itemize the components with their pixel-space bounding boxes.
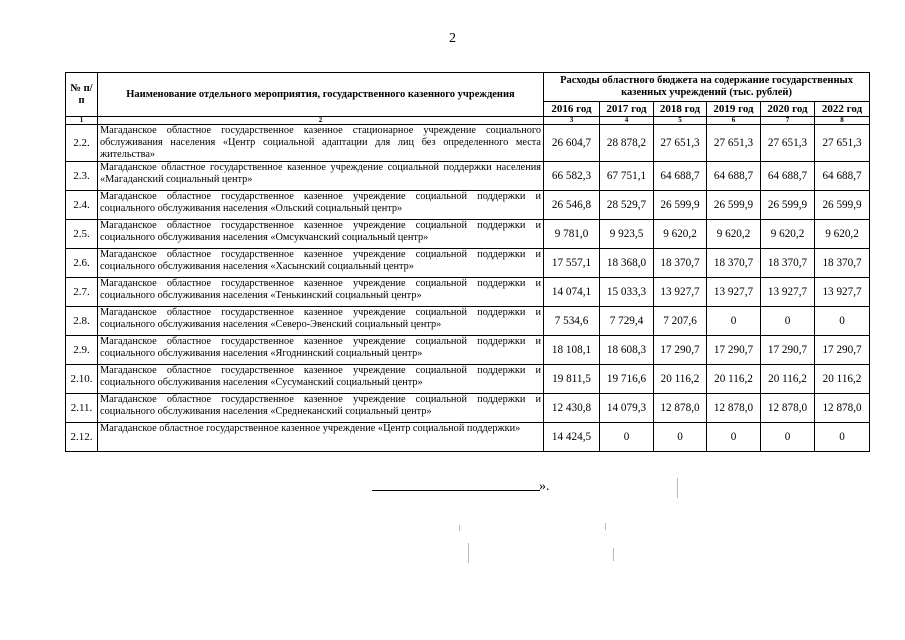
table-row: [66, 162, 870, 191]
expense-value: 12 878,0: [761, 394, 815, 423]
expense-value: 9 620,2: [707, 220, 761, 249]
expense-value: 18 370,7: [707, 249, 761, 278]
institution-name: Магаданское областное государственное казенное учреждение социальной поддержки и социального обслуживания населения «Среднеканский социальный центр»: [98, 394, 544, 423]
header-name: Наименование отдельного мероприятия, государственного казенного учреждения: [98, 73, 544, 117]
institution-name: Магаданское областное государственное казенное учреждение «Центр социальной поддержки»: [98, 423, 544, 452]
expense-value: 13 927,7: [815, 278, 870, 307]
header-index-cell: 6: [707, 117, 761, 125]
expense-value: 15 033,3: [600, 278, 654, 307]
expense-value: 27 651,3: [815, 125, 870, 162]
expense-value: 17 290,7: [707, 336, 761, 365]
expense-value: 13 927,7: [707, 278, 761, 307]
table-body: [66, 125, 870, 452]
row-number: 2.11.: [66, 394, 98, 423]
expenses-table: [65, 72, 870, 452]
expense-value: 0: [600, 423, 654, 452]
expense-value: 18 368,0: [600, 249, 654, 278]
header-index-cell: 1: [66, 117, 98, 125]
scan-mark: [677, 478, 678, 498]
table-row: [66, 278, 870, 307]
row-number: 2.10.: [66, 365, 98, 394]
table-row: [66, 249, 870, 278]
row-number: 2.3.: [66, 162, 98, 191]
expense-value: 26 546,8: [544, 191, 600, 220]
expense-value: 64 688,7: [654, 162, 707, 191]
table-row: [66, 307, 870, 336]
expense-value: 0: [707, 423, 761, 452]
expense-value: 9 620,2: [815, 220, 870, 249]
expense-value: 20 116,2: [654, 365, 707, 394]
expense-value: 0: [815, 307, 870, 336]
header-index-cell: 8: [815, 117, 870, 125]
expense-value: 9 781,0: [544, 220, 600, 249]
scan-mark: [605, 523, 606, 530]
expense-value: 26 599,9: [707, 191, 761, 220]
expense-value: 20 116,2: [815, 365, 870, 394]
row-number: 2.12.: [66, 423, 98, 452]
header-index-cell: 4: [600, 117, 654, 125]
institution-name: Магаданское областное государственное казенное учреждение социальной поддержки и социального обслуживания населения «Тенькинский социальный центр»: [98, 278, 544, 307]
expense-value: 19 716,6: [600, 365, 654, 394]
table-row: [66, 191, 870, 220]
expense-value: 14 079,3: [600, 394, 654, 423]
header-number: № п/п: [66, 73, 98, 117]
expense-value: 7 729,4: [600, 307, 654, 336]
expense-value: 18 370,7: [761, 249, 815, 278]
header-year: 2020 год: [761, 102, 815, 117]
expense-value: 14 424,5: [544, 423, 600, 452]
expense-value: 18 370,7: [815, 249, 870, 278]
header-expenses: Расходы областного бюджета на содержание государственных казенных учреждений (тыс. рублей): [544, 73, 870, 102]
scan-mark: [459, 525, 460, 531]
header-year: 2019 год: [707, 102, 761, 117]
expense-value: 12 878,0: [654, 394, 707, 423]
header-year: 2017 год: [600, 102, 654, 117]
expense-value: 17 290,7: [654, 336, 707, 365]
institution-name: Магаданское областное государственное казенное стационарное учреждение социального обслуживания населения «Центр социальной адаптации для лиц без определенного места жительства»: [98, 125, 544, 162]
expense-value: 20 116,2: [707, 365, 761, 394]
expense-value: 0: [707, 307, 761, 336]
table-row: [66, 423, 870, 452]
expense-value: 9 923,5: [600, 220, 654, 249]
expense-value: 18 608,3: [600, 336, 654, 365]
expense-value: 7 207,6: [654, 307, 707, 336]
table-row: [66, 365, 870, 394]
expense-value: 0: [654, 423, 707, 452]
expense-value: 12 878,0: [707, 394, 761, 423]
expense-value: 27 651,3: [761, 125, 815, 162]
expense-value: 0: [761, 423, 815, 452]
table-row: [66, 220, 870, 249]
row-number: 2.7.: [66, 278, 98, 307]
expense-value: 13 927,7: [654, 278, 707, 307]
row-number: 2.9.: [66, 336, 98, 365]
expense-value: 64 688,7: [815, 162, 870, 191]
page-number: 2: [449, 31, 456, 46]
expense-value: 0: [815, 423, 870, 452]
expense-value: 64 688,7: [761, 162, 815, 191]
footer-mark: ».: [539, 479, 550, 494]
expense-value: 64 688,7: [707, 162, 761, 191]
scan-mark: [613, 548, 614, 561]
header-index-cell: 5: [654, 117, 707, 125]
expense-value: 26 599,9: [654, 191, 707, 220]
expense-value: 18 370,7: [654, 249, 707, 278]
expense-value: 0: [761, 307, 815, 336]
footer-line: [372, 480, 540, 491]
institution-name: Магаданское областное государственное казенное учреждение социальной поддержки и социального обслуживания населения «Ягоднинский социальный центр»: [98, 336, 544, 365]
scan-mark: [468, 543, 469, 563]
table-row: [66, 125, 870, 162]
expense-value: 26 599,9: [815, 191, 870, 220]
institution-name: Магаданское областное государственное казенное учреждение социальной поддержки и социального обслуживания населения «Омсукчанский социальный центр»: [98, 220, 544, 249]
expense-value: 27 651,3: [707, 125, 761, 162]
expense-value: 12 430,8: [544, 394, 600, 423]
row-number: 2.5.: [66, 220, 98, 249]
header-year: 2022 год: [815, 102, 870, 117]
expense-value: 18 108,1: [544, 336, 600, 365]
expense-value: 19 811,5: [544, 365, 600, 394]
row-number: 2.2.: [66, 125, 98, 162]
expense-value: 17 290,7: [815, 336, 870, 365]
expense-value: 27 651,3: [654, 125, 707, 162]
header-index-row: [66, 117, 870, 125]
institution-name: Магаданское областное государственное казенное учреждение социальной поддержки населения «Магаданский социальный центр»: [98, 162, 544, 191]
header-index-cell: 3: [544, 117, 600, 125]
table-row: [66, 394, 870, 423]
expense-value: 17 290,7: [761, 336, 815, 365]
expense-value: 12 878,0: [815, 394, 870, 423]
table-row: [66, 336, 870, 365]
expense-value: 26 599,9: [761, 191, 815, 220]
institution-name: Магаданское областное государственное казенное учреждение социальной поддержки и социального обслуживания населения «Сусуманский социальный центр»: [98, 365, 544, 394]
expense-value: 9 620,2: [654, 220, 707, 249]
institution-name: Магаданское областное государственное казенное учреждение социальной поддержки и социального обслуживания населения «Северо-Эвенский социальный центр»: [98, 307, 544, 336]
expense-value: 26 604,7: [544, 125, 600, 162]
expense-value: 13 927,7: [761, 278, 815, 307]
expense-value: 20 116,2: [761, 365, 815, 394]
header-year: 2016 год: [544, 102, 600, 117]
header-index-cell: 2: [98, 117, 544, 125]
institution-name: Магаданское областное государственное казенное учреждение социальной поддержки и социального обслуживания населения «Ольский социальный центр»: [98, 191, 544, 220]
header-year: 2018 год: [654, 102, 707, 117]
expense-value: 7 534,6: [544, 307, 600, 336]
row-number: 2.8.: [66, 307, 98, 336]
institution-name: Магаданское областное государственное казенное учреждение социальной поддержки и социального обслуживания населения «Хасынский социальный центр»: [98, 249, 544, 278]
expense-value: 28 878,2: [600, 125, 654, 162]
header-index-cell: 7: [761, 117, 815, 125]
row-number: 2.6.: [66, 249, 98, 278]
expense-value: 67 751,1: [600, 162, 654, 191]
expense-value: 17 557,1: [544, 249, 600, 278]
expense-value: 28 529,7: [600, 191, 654, 220]
expense-value: 9 620,2: [761, 220, 815, 249]
row-number: 2.4.: [66, 191, 98, 220]
expense-value: 66 582,3: [544, 162, 600, 191]
expense-value: 14 074,1: [544, 278, 600, 307]
